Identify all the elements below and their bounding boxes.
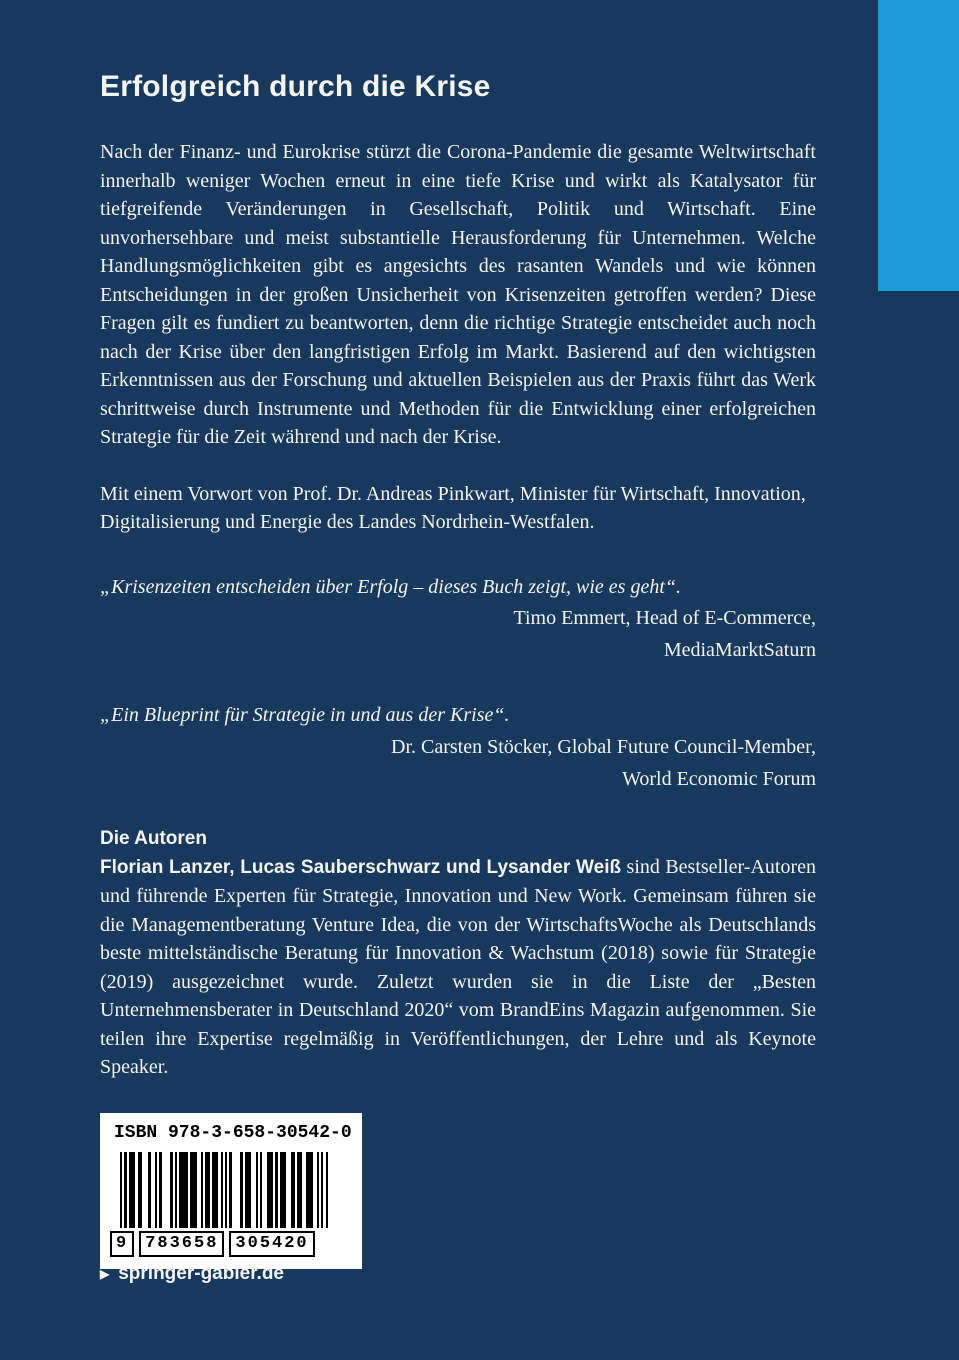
barcode-digit-group-1: 9 — [110, 1231, 134, 1257]
quote-2-attribution-line1: Dr. Carsten Stöcker, Global Future Council-Member, — [391, 735, 816, 758]
barcode-digit-group-2: 783658 — [139, 1231, 224, 1257]
authors-text: sind Bestseller-Autoren und führende Experten für Strategie, Innovation und New Work. Gemeinsam führen sie die Managementberatung Venture Idea, die von der WirtschaftsWoche als Deutschlands beste mittelständische Beratung für Innovation & Wachstum (2018) sowie für Strategie (2019) ausgezeichnet wurde. Zuletzt wurden sie in die Liste der „Besten Unternehmensberater in Deutschland 2020“ vom BrandEins Magazin aufgenommen. Sie teilen ihre Expertise regelmäßig in Veröffentlichungen, der Lehre und als Keynote Speaker. — [100, 855, 816, 1078]
description-paragraph: Nach der Finanz- und Eurokrise stürzt die Corona-Pandemie die gesamte Weltwirtschaft innerhalb weniger Wochen erneut in eine tiefe Krise und wirkt als Katalysator für tiefgreifende Veränderungen in Gesellschaft, Politik und Wirtschaft. Eine unvorhersehbare und meist substantielle Herausforderung für Unternehmen. Welche Handlungsmöglichkeiten gibt es angesichts des rasanten Wandels und wie können Entscheidungen in der großen Unsicherheit von Krisenzeiten getroffen werden? Diese Fragen gilt es fundiert zu beantworten, denn die richtige Strategie entscheidet auch noch nach der Krise über den langfristigen Erfolg im Markt. Basierend auf den wichtigsten Erkenntnissen aus der Forschung und aktuellen Beispielen aus der Praxis führt das Werk schrittweise durch Instrumente und Methoden für die Entwicklung einer erfolgreichen Strategie für die Zeit während und nach der Krise. — [100, 141, 816, 448]
isbn-label: ISBN 978-3-658-30542-0 — [114, 1123, 352, 1143]
quote-2-text: „Ein Blueprint für Strategie in und aus der Krise“. — [100, 704, 510, 726]
authors-heading: Die Autoren — [100, 827, 207, 849]
quote-1-attribution-line2: MediaMarktSaturn — [663, 639, 816, 661]
barcode-digits — [110, 1231, 348, 1257]
arrow-right-icon: ▶ — [100, 1267, 110, 1281]
quote-1 — [100, 573, 816, 666]
quote-1-attribution-line1: Timo Emmert, Head of E-Commerce, — [513, 607, 816, 629]
accent-stripe — [878, 0, 959, 291]
quote-1-text: „Krisenzeiten entscheiden über Erfolg – dieses Buch zeigt, wie es geht“. — [100, 575, 682, 598]
isbn-box — [100, 1113, 362, 1269]
foreword-paragraph: Mit einem Vorwort von Prof. Dr. Andreas Pinkwart, Minister für Wirtschaft, Innovation, Digitalisierung und Energie des Landes Nordrhein-Westfalen. — [100, 482, 806, 533]
barcode-digit-group-3: 305420 — [229, 1231, 314, 1257]
publisher-footer — [100, 1263, 284, 1285]
authors-paragraph — [100, 853, 816, 1082]
cover-text-block — [100, 70, 816, 1082]
author-names: Florian Lanzer, Lucas Sauberschwarz und Lysander Weiß — [100, 856, 622, 878]
quote-2 — [100, 701, 816, 794]
publisher-url: springer-gabler.de — [118, 1263, 285, 1284]
barcode — [120, 1152, 329, 1228]
book-title: Erfolgreich durch die Krise — [100, 70, 491, 103]
quote-2-attribution-line2: World Economic Forum — [622, 767, 816, 790]
